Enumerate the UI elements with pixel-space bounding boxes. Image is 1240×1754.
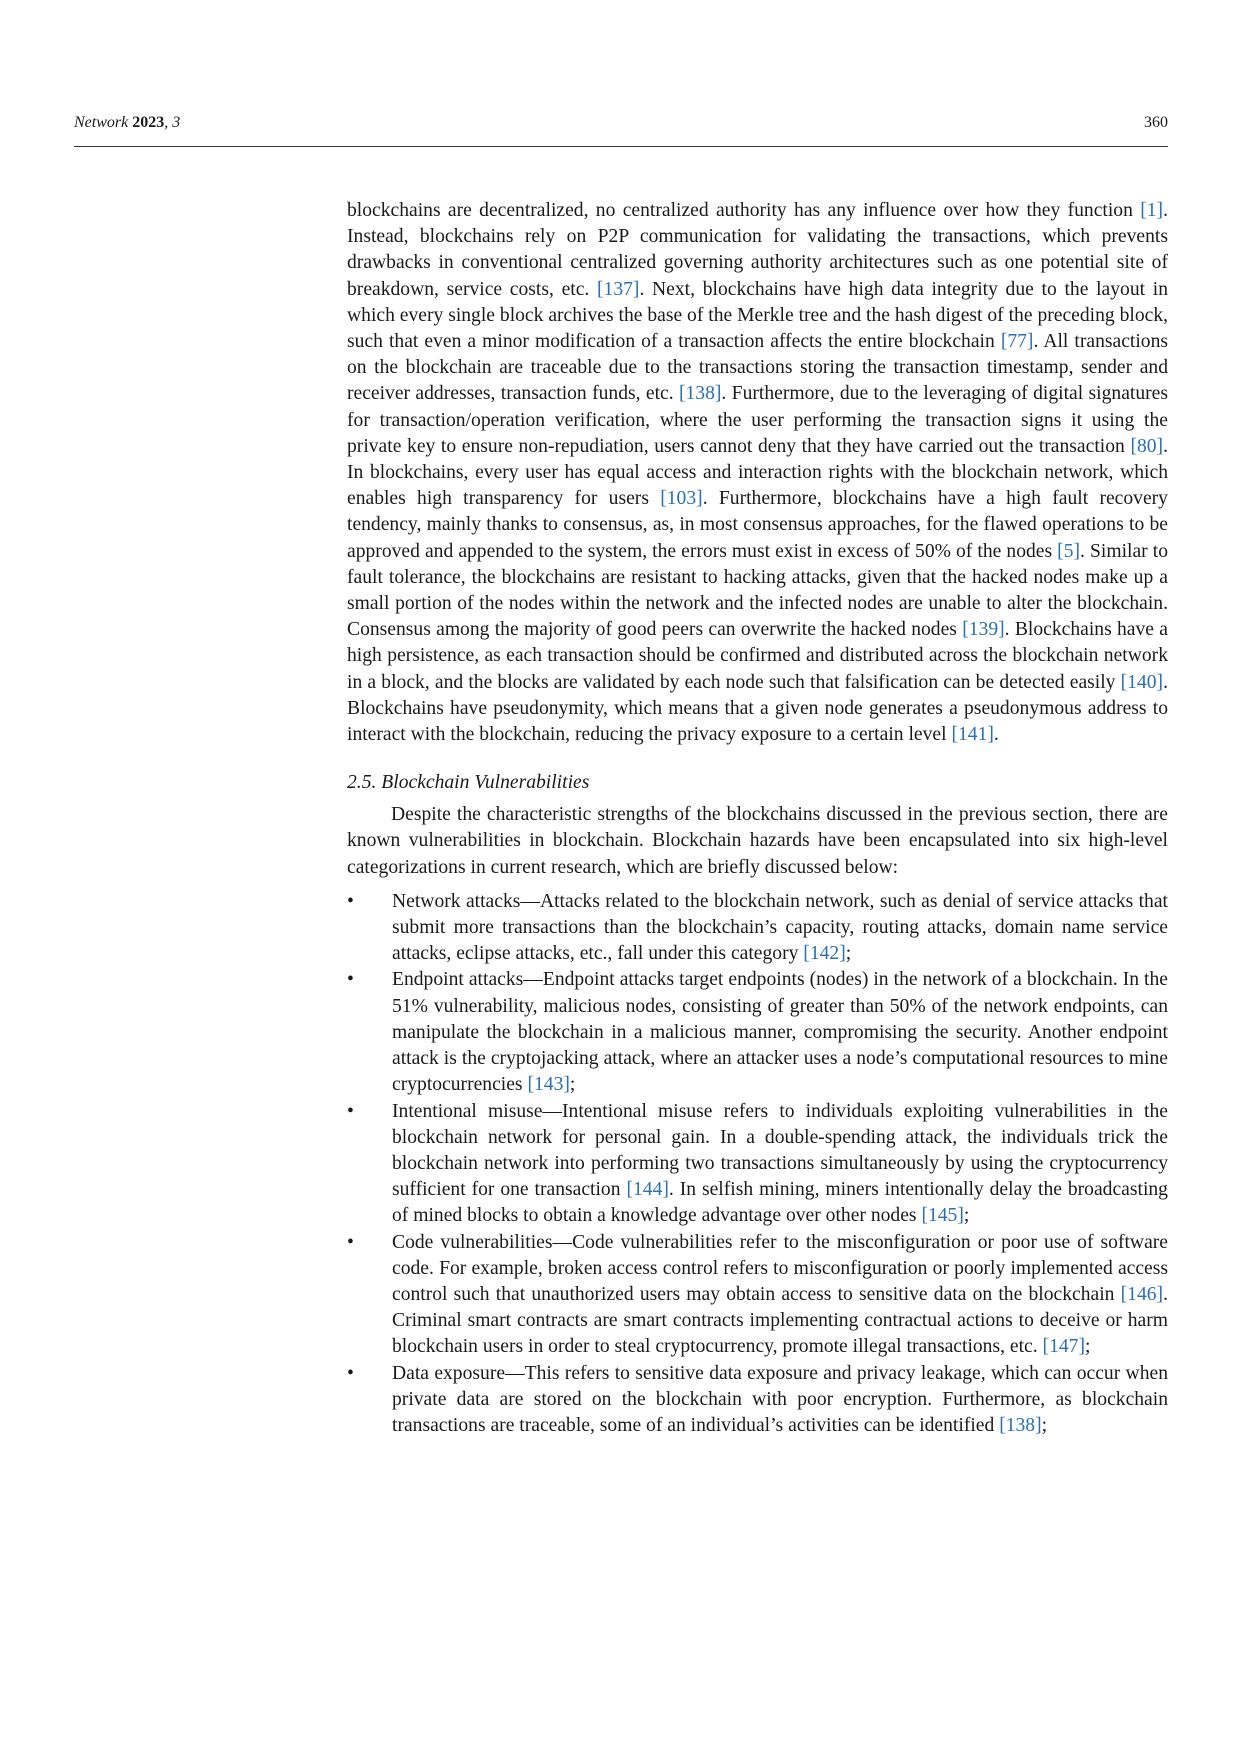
journal-volume: 3	[172, 114, 181, 131]
list-item	[347, 1099, 1168, 1230]
citation-link[interactable]: [77]	[1000, 331, 1034, 353]
citation-link[interactable]: [141]	[951, 724, 994, 746]
bullet-marker: •	[347, 1100, 354, 1122]
text-run: . Blockchains have pseudonymity, which means that a given node generates a pseudonymous address to interact with the blockchain, reducing the privacy exposure to a certain level	[347, 671, 1168, 746]
section-paragraph: Despite the characteristic strengths of the blockchains discussed in the previous section, there are known vulnerabilities in blockchain. Blockchain hazards have been encapsulated into six high-level categorizations in current research, which are briefly discussed below:	[347, 804, 1168, 878]
main-content	[347, 198, 1168, 1439]
citation-link[interactable]: [143]	[527, 1074, 570, 1096]
vulnerability-list	[347, 889, 1168, 1439]
running-header	[74, 114, 1168, 136]
text-run: . Instead, blockchains rely on P2P communication for validating the transactions, which prevents drawbacks in conventional centralized governing authority architectures such as one potential site of breakdown, service costs, etc.	[347, 200, 1168, 300]
citation-link[interactable]: [140]	[1120, 671, 1164, 693]
citation-link[interactable]: [5]	[1057, 540, 1081, 562]
section-heading: 2.5. Blockchain Vulnerabilities	[347, 772, 590, 794]
page-number: 360	[1144, 114, 1168, 131]
bullet-marker: •	[347, 969, 354, 991]
citation-link[interactable]: [137]	[597, 278, 640, 300]
journal-citation	[74, 114, 180, 132]
citation-link[interactable]: [145]	[921, 1205, 964, 1227]
text-run: blockchains are decentralized, no centralized authority has any influence over how they function	[347, 200, 1141, 221]
text-run: . All transactions on the blockchain are traceable due to the transactions storing the transaction timestamp, sender and receiver addresses, transaction funds, etc.	[347, 331, 1168, 405]
text-run: Endpoint attacks—Endpoint attacks target endpoints (nodes) in the network of a blockchain. In the 51% vulnerability, malicious nodes, consisting of greater than 50% of the network endpoints, can manipulate the blockchain in a malicious manner, compromising the security. Another endpoint attack is the cryptojacking attack, where an attacker uses a node’s computational resources to mine cryptocurrencies	[392, 969, 1168, 1096]
citation-link[interactable]: [142]	[803, 943, 846, 965]
text-run: . In selfish mining, miners intentionally delay the broadcasting of mined blocks to obtain a knowledge advantage over other nodes	[392, 1179, 1168, 1227]
text-run: Network attacks—Attacks related to the blockchain network, such as denial of service attacks that submit more transactions than the blockchain’s capacity, routing attacks, domain name service attacks, eclipse attacks, etc., fall under this category	[392, 890, 1168, 965]
text-run: Data exposure—This refers to sensitive data exposure and privacy leakage, which can occur when private data are stored on the blockchain with poor encryption. Furthermore, as blockchain transactions are traceable, some of an individual’s activities can be identified	[392, 1362, 1168, 1436]
bullet-marker: •	[347, 1362, 354, 1384]
text-run: Intentional misuse—Intentional misuse refers to individuals exploiting vulnerabilities in the blockchain network for personal gain. In a double-spending attack, the individuals trick the blockchain network into performing two transactions simultaneously by using the cryptocurrency sufficient for one transaction	[392, 1100, 1168, 1201]
bullet-marker: •	[347, 890, 354, 912]
citation-link[interactable]: [139]	[962, 619, 1005, 641]
citation-link[interactable]: [146]	[1120, 1283, 1164, 1305]
journal-name: Network	[74, 114, 129, 131]
text-run: ;	[569, 1074, 576, 1096]
text-run: . Criminal smart contracts are smart contracts implementing contractual actions to deceive or harm blockchain users in order to steal cryptocurrency, promote illegal transactions, etc.	[392, 1283, 1168, 1358]
citation-link[interactable]: [103]	[660, 488, 703, 510]
text-run: . In blockchains, every user has equal access and interaction rights with the blockchain network, which enables high transparency for users	[347, 435, 1168, 510]
text-run: ;	[1085, 1336, 1091, 1358]
list-item	[347, 889, 1168, 968]
intro-paragraph	[347, 198, 1168, 748]
citation-link[interactable]: [80]	[1130, 435, 1164, 457]
list-item	[347, 1361, 1168, 1440]
citation-link[interactable]: [1]	[1140, 200, 1164, 221]
text-run: . Similar to fault tolerance, the blockchains are resistant to hacking attacks, given that the hacked nodes make up a small portion of the nodes within the network and the infected nodes are unable to alter the blockchain. Consensus among the majority of good peers can overwrite the hacked nodes	[347, 540, 1168, 641]
text-run: . Furthermore, due to the leveraging of digital signatures for transaction/operation verification, where the user performing the transaction signs it using the private key to ensure non-repudiation, users cannot deny that they have carried out the transaction	[347, 383, 1168, 457]
bullet-marker: •	[347, 1231, 354, 1253]
volume-separator: ,	[164, 114, 173, 131]
text-run: . Furthermore, blockchains have a high fault recovery tendency, mainly thanks to consensus, as, in most consensus approaches, for the flawed operations to be approved and appended to the system, the errors must exist in excess of 50% of the nodes	[347, 488, 1168, 562]
citation-link[interactable]: [138]	[678, 383, 722, 405]
journal-year: 2023	[132, 114, 165, 131]
text-run: ;	[845, 943, 852, 965]
text-run: ;	[963, 1205, 970, 1227]
text-run: ;	[1041, 1414, 1048, 1436]
text-run: . Blockchains have a high persistence, as each transaction should be confirmed and distributed across the blockchain network in a block, and the blocks are validated by each node such that falsification can be detected easily	[347, 619, 1168, 693]
text-run: . Next, blockchains have high data integrity due to the layout in which every single block archives the base of the Merkle tree and the hash digest of the preceding block, such that even a minor modification of a transaction affects the entire blockchain	[347, 278, 1169, 353]
citation-link[interactable]: [144]	[626, 1179, 669, 1201]
text-run: .	[993, 724, 999, 746]
citation-link[interactable]: [138]	[999, 1414, 1042, 1436]
header-rule	[74, 146, 1168, 147]
list-item	[347, 1230, 1168, 1361]
list-item	[347, 967, 1168, 1098]
citation-link[interactable]: [147]	[1042, 1336, 1085, 1358]
text-run: Code vulnerabilities—Code vulnerabilities refer to the misconfiguration or poor use of software code. For example, broken access control refers to misconfiguration or poorly implemented access control such that unauthorized users may obtain access to sensitive data on the blockchain	[392, 1231, 1168, 1305]
